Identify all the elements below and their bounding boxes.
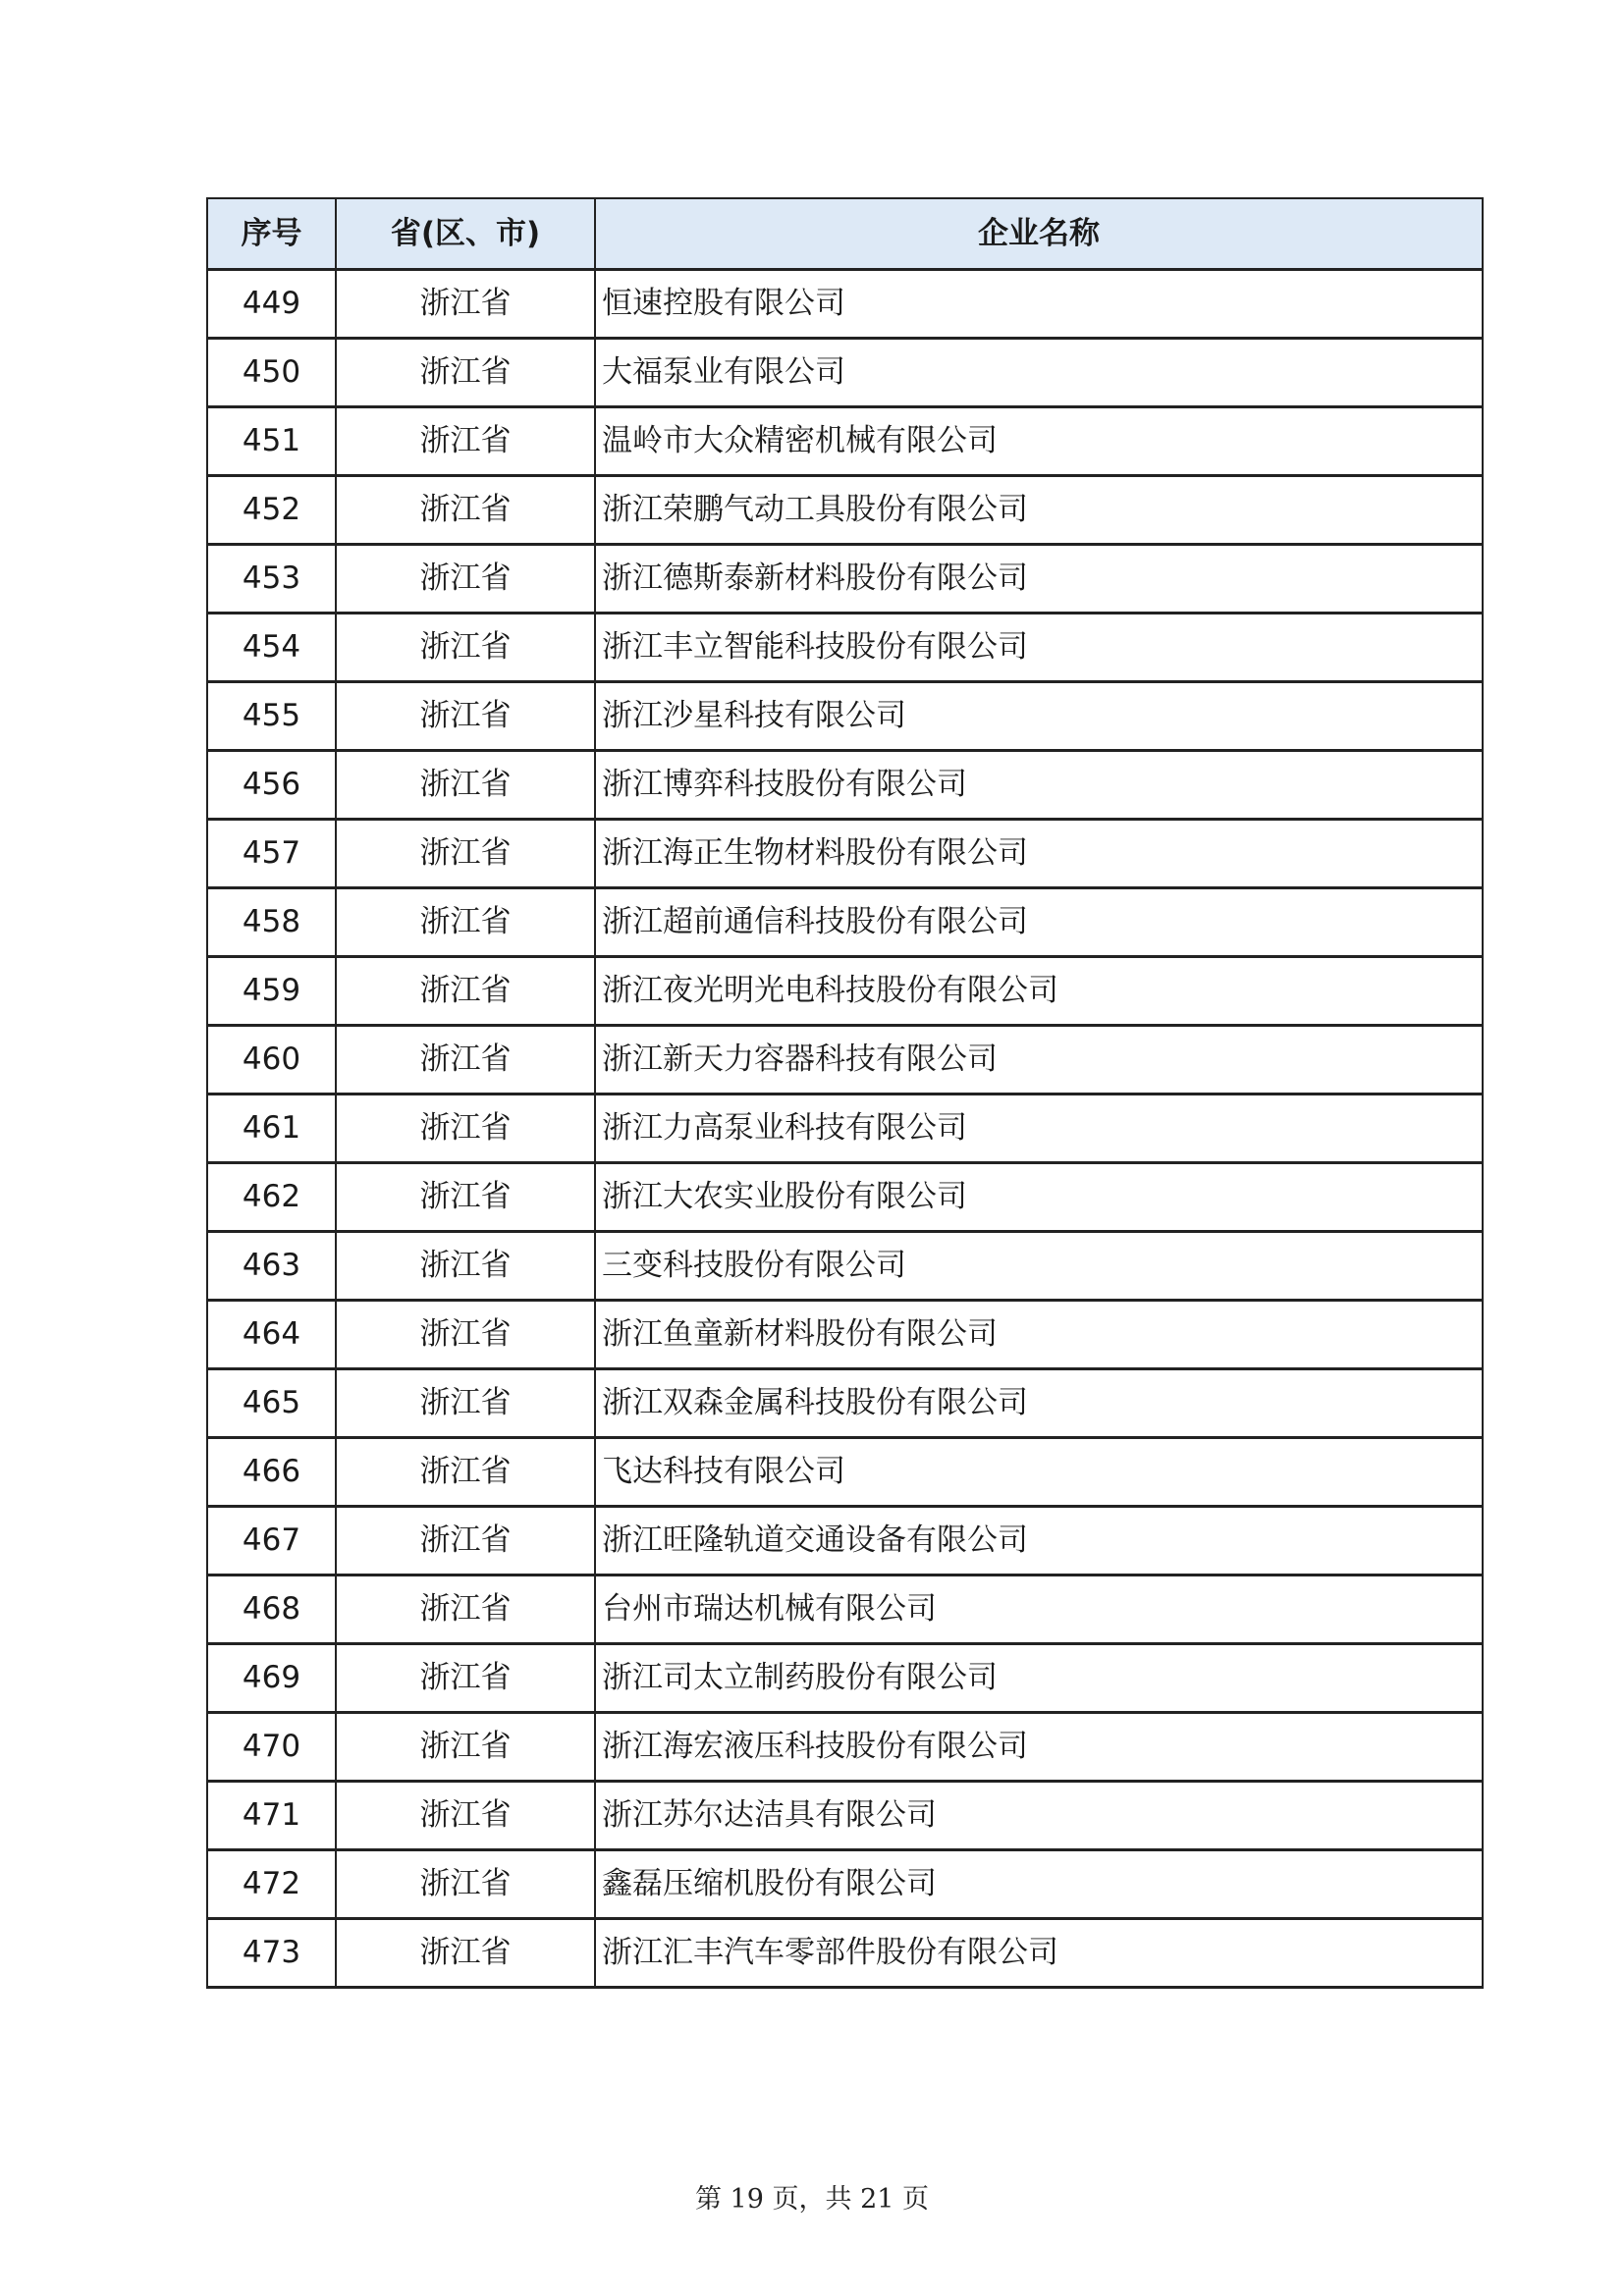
table-row — [207, 1644, 1483, 1713]
table-row — [207, 407, 1483, 476]
row-company-name-cell: 浙江丰立智能科技股份有限公司 — [595, 614, 1483, 682]
company-list-table — [206, 197, 1484, 1989]
table-row — [207, 751, 1483, 820]
row-company-name-cell: 浙江旺隆轨道交通设备有限公司 — [595, 1507, 1483, 1575]
row-company-name-cell: 浙江超前通信科技股份有限公司 — [595, 888, 1483, 957]
row-index-cell: 460 — [207, 1026, 336, 1095]
table-row — [207, 476, 1483, 545]
header-index: 序号 — [207, 198, 336, 270]
row-index-cell: 459 — [207, 957, 336, 1026]
row-index-cell: 473 — [207, 1919, 336, 1988]
row-company-name-cell: 浙江汇丰汽车零部件股份有限公司 — [595, 1919, 1483, 1988]
row-company-name-cell: 浙江夜光明光电科技股份有限公司 — [595, 957, 1483, 1026]
row-index-cell: 449 — [207, 270, 336, 339]
row-index-cell: 457 — [207, 820, 336, 888]
row-company-name-cell: 浙江双森金属科技股份有限公司 — [595, 1369, 1483, 1438]
page-number-text: 第 19 页，共 21 页 — [694, 2184, 930, 2215]
table-row — [207, 888, 1483, 957]
table-row — [207, 614, 1483, 682]
row-province-cell: 浙江省 — [336, 1026, 595, 1095]
table-body — [207, 270, 1483, 1988]
row-index-cell: 462 — [207, 1163, 336, 1232]
row-company-name-cell: 飞达科技有限公司 — [595, 1438, 1483, 1507]
row-province-cell: 浙江省 — [336, 1095, 595, 1163]
row-company-name-cell: 浙江力高泵业科技有限公司 — [595, 1095, 1483, 1163]
row-index-cell: 451 — [207, 407, 336, 476]
row-company-name-cell: 浙江大农实业股份有限公司 — [595, 1163, 1483, 1232]
row-index-cell: 461 — [207, 1095, 336, 1163]
row-province-cell: 浙江省 — [336, 1163, 595, 1232]
table-row — [207, 682, 1483, 751]
table-row — [207, 1575, 1483, 1644]
table-row — [207, 1026, 1483, 1095]
row-company-name-cell: 浙江司太立制药股份有限公司 — [595, 1644, 1483, 1713]
row-company-name-cell: 浙江海正生物材料股份有限公司 — [595, 820, 1483, 888]
row-province-cell: 浙江省 — [336, 820, 595, 888]
row-company-name-cell: 浙江鱼童新材料股份有限公司 — [595, 1301, 1483, 1369]
table-row — [207, 1095, 1483, 1163]
row-province-cell: 浙江省 — [336, 1232, 595, 1301]
row-company-name-cell: 浙江苏尔达洁具有限公司 — [595, 1782, 1483, 1850]
header-company-name: 企业名称 — [595, 198, 1483, 270]
header-province: 省(区、市) — [336, 198, 595, 270]
row-province-cell: 浙江省 — [336, 614, 595, 682]
row-company-name-cell: 浙江德斯泰新材料股份有限公司 — [595, 545, 1483, 614]
row-province-cell: 浙江省 — [336, 751, 595, 820]
table-row — [207, 1782, 1483, 1850]
row-index-cell: 464 — [207, 1301, 336, 1369]
row-province-cell: 浙江省 — [336, 1644, 595, 1713]
row-province-cell: 浙江省 — [336, 1713, 595, 1782]
row-index-cell: 465 — [207, 1369, 336, 1438]
row-province-cell: 浙江省 — [336, 1438, 595, 1507]
page-footer — [0, 2177, 1624, 2216]
table-row — [207, 1369, 1483, 1438]
row-index-cell: 469 — [207, 1644, 336, 1713]
table-row — [207, 339, 1483, 407]
table-row — [207, 1919, 1483, 1988]
row-company-name-cell: 浙江沙星科技有限公司 — [595, 682, 1483, 751]
row-company-name-cell: 温岭市大众精密机械有限公司 — [595, 407, 1483, 476]
row-province-cell: 浙江省 — [336, 407, 595, 476]
row-index-cell: 472 — [207, 1850, 336, 1919]
row-company-name-cell: 三变科技股份有限公司 — [595, 1232, 1483, 1301]
row-index-cell: 453 — [207, 545, 336, 614]
table-row — [207, 1163, 1483, 1232]
row-province-cell: 浙江省 — [336, 339, 595, 407]
row-company-name-cell: 浙江新天力容器科技有限公司 — [595, 1026, 1483, 1095]
table-row — [207, 270, 1483, 339]
row-index-cell: 466 — [207, 1438, 336, 1507]
table-row — [207, 1507, 1483, 1575]
row-index-cell: 450 — [207, 339, 336, 407]
row-province-cell: 浙江省 — [336, 957, 595, 1026]
row-index-cell: 463 — [207, 1232, 336, 1301]
row-company-name-cell: 浙江荣鹏气动工具股份有限公司 — [595, 476, 1483, 545]
table-row — [207, 1713, 1483, 1782]
row-company-name-cell: 鑫磊压缩机股份有限公司 — [595, 1850, 1483, 1919]
row-company-name-cell: 恒速控股有限公司 — [595, 270, 1483, 339]
row-index-cell: 458 — [207, 888, 336, 957]
table-row — [207, 957, 1483, 1026]
row-province-cell: 浙江省 — [336, 1369, 595, 1438]
row-index-cell: 454 — [207, 614, 336, 682]
row-index-cell: 470 — [207, 1713, 336, 1782]
row-company-name-cell: 台州市瑞达机械有限公司 — [595, 1575, 1483, 1644]
row-index-cell: 467 — [207, 1507, 336, 1575]
row-province-cell: 浙江省 — [336, 476, 595, 545]
row-index-cell: 471 — [207, 1782, 336, 1850]
row-index-cell: 456 — [207, 751, 336, 820]
row-province-cell: 浙江省 — [336, 1782, 595, 1850]
table-row — [207, 1301, 1483, 1369]
table-row — [207, 1232, 1483, 1301]
row-province-cell: 浙江省 — [336, 888, 595, 957]
row-province-cell: 浙江省 — [336, 1850, 595, 1919]
table-header-row — [207, 198, 1483, 270]
row-province-cell: 浙江省 — [336, 1919, 595, 1988]
row-province-cell: 浙江省 — [336, 1301, 595, 1369]
row-province-cell: 浙江省 — [336, 1507, 595, 1575]
table-row — [207, 1850, 1483, 1919]
row-province-cell: 浙江省 — [336, 1575, 595, 1644]
row-index-cell: 468 — [207, 1575, 336, 1644]
row-company-name-cell: 大福泵业有限公司 — [595, 339, 1483, 407]
row-province-cell: 浙江省 — [336, 545, 595, 614]
row-province-cell: 浙江省 — [336, 682, 595, 751]
row-company-name-cell: 浙江博弈科技股份有限公司 — [595, 751, 1483, 820]
table-row — [207, 1438, 1483, 1507]
row-company-name-cell: 浙江海宏液压科技股份有限公司 — [595, 1713, 1483, 1782]
row-index-cell: 452 — [207, 476, 336, 545]
row-index-cell: 455 — [207, 682, 336, 751]
row-province-cell: 浙江省 — [336, 270, 595, 339]
table-row — [207, 820, 1483, 888]
table-row — [207, 545, 1483, 614]
